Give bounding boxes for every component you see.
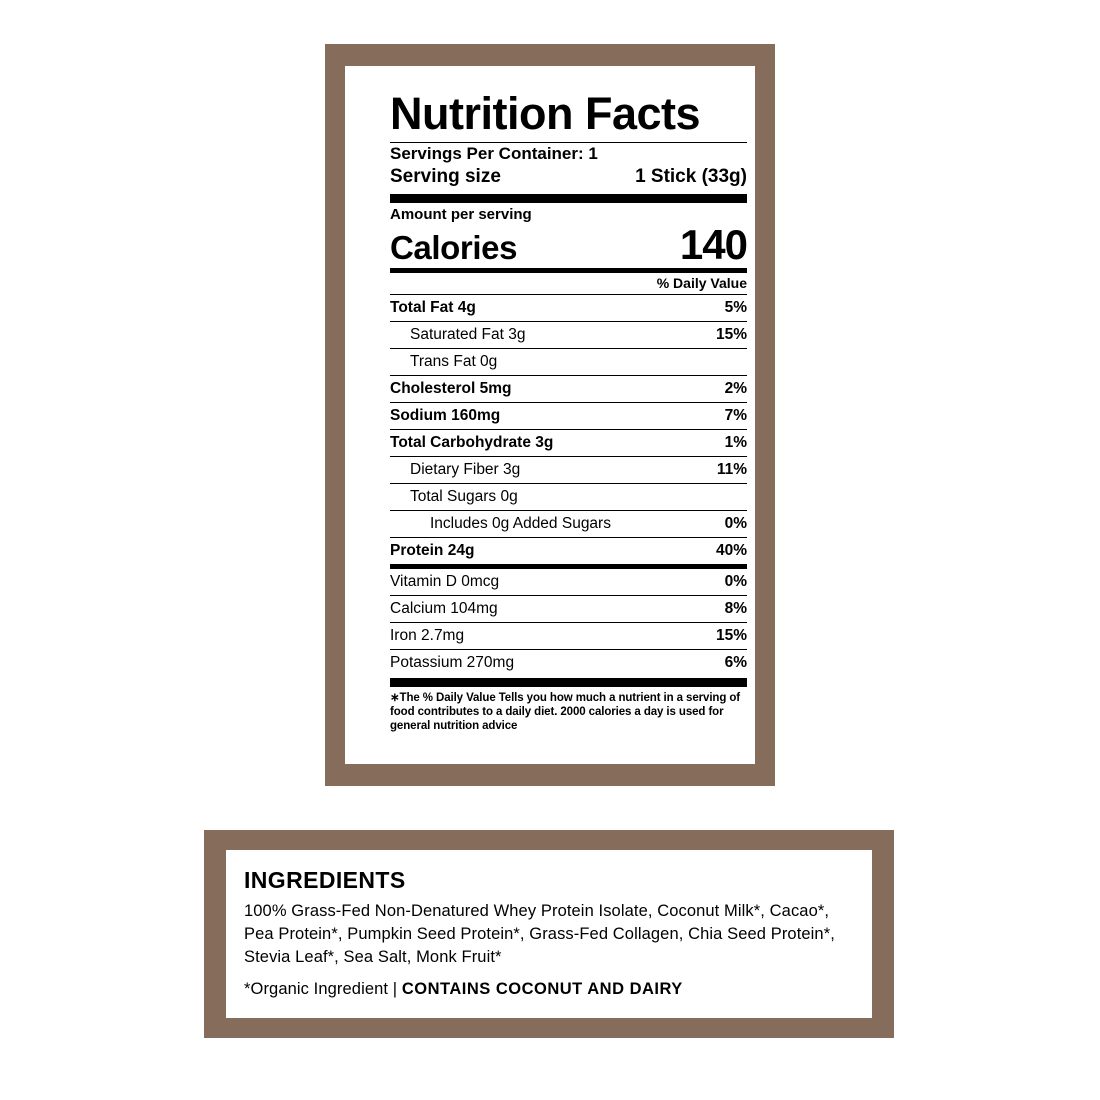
- divider-thick-bottom: [390, 678, 747, 687]
- table-row: [390, 322, 747, 348]
- allergen-note: CONTAINS COCONUT AND DAIRY: [401, 980, 683, 998]
- amount-per-serving-label: Amount per serving: [390, 206, 532, 223]
- table-row: [390, 538, 747, 564]
- nutrient-dv: 11%: [716, 461, 747, 478]
- table-row: [390, 650, 747, 676]
- nutrition-facts-title: Nutrition Facts: [390, 88, 701, 139]
- nutrition-facts-frame: [325, 44, 775, 786]
- organic-note: *Organic Ingredient |: [244, 980, 402, 998]
- nutrient-dv: 1%: [724, 434, 747, 451]
- daily-value-footnote: ∗The % Daily Value Tells you how much a nutrient in a serving of food contributes to a daily diet. 2000 calories a day is used for general nutrition advice: [390, 692, 741, 732]
- table-row: [390, 295, 747, 321]
- nutrient-dv: 5%: [724, 299, 747, 316]
- ingredients-panel: [226, 850, 872, 1018]
- table-row: [390, 376, 747, 402]
- nutrient-label: Dietary Fiber 3g: [410, 461, 521, 478]
- nutrient-label: Iron 2.7mg: [390, 627, 465, 644]
- nutrition-facts-content: [390, 88, 747, 733]
- table-row: [390, 457, 747, 483]
- table-row: [390, 623, 747, 649]
- daily-value-header: % Daily Value: [656, 275, 747, 291]
- table-row: [390, 484, 747, 510]
- nutrient-label: Cholesterol 5mg: [390, 380, 512, 397]
- table-row: [390, 569, 747, 595]
- table-row: [390, 511, 747, 537]
- table-row: [390, 349, 747, 375]
- ingredients-frame: [204, 830, 894, 1038]
- nutrient-label: Trans Fat 0g: [410, 353, 498, 370]
- nutrient-label: Potassium 270mg: [390, 654, 515, 671]
- nutrient-label: Protein 24g: [390, 542, 475, 559]
- ingredients-title: INGREDIENTS: [244, 867, 406, 893]
- nutrient-label: Saturated Fat 3g: [410, 326, 526, 343]
- nutrient-dv: 2%: [724, 380, 747, 397]
- nutrient-label: Vitamin D 0mcg: [390, 573, 500, 590]
- nutrient-dv: 15%: [715, 627, 747, 644]
- table-row: [390, 430, 747, 456]
- nutrient-label: Total Fat 4g: [390, 299, 476, 316]
- ingredients-footer: [244, 978, 854, 1001]
- serving-size-label: Serving size: [390, 166, 501, 187]
- nutrient-label: Total Sugars 0g: [410, 488, 518, 505]
- ingredients-list: 100% Grass-Fed Non-Denatured Whey Protein Isolate, Coconut Milk*, Cacao*, Pea Protein*, Pumpkin Seed Protein*, Grass-Fed Collagen, Chia Seed Protein*, Stevia Leaf*, Sea Salt, Monk Fruit*: [244, 902, 835, 966]
- nutrient-label: Total Carbohydrate 3g: [390, 434, 554, 451]
- nutrient-label: Sodium 160mg: [390, 407, 501, 424]
- nutrient-dv: 6%: [724, 654, 747, 671]
- nutrient-label: Includes 0g Added Sugars: [430, 515, 611, 532]
- calories-label: Calories: [390, 229, 518, 266]
- nutrient-label: Calcium 104mg: [390, 600, 498, 617]
- nutrient-dv: 15%: [715, 326, 747, 343]
- divider-thick-top: [390, 194, 747, 203]
- serving-size-value: 1 Stick (33g): [635, 166, 747, 187]
- servings-per-container: Servings Per Container: 1: [390, 144, 598, 163]
- table-row: [390, 403, 747, 429]
- nutrient-dv: 40%: [715, 542, 747, 559]
- nutrition-facts-panel: [345, 66, 755, 764]
- nutrient-dv: 8%: [724, 600, 747, 617]
- nutrient-dv: 0%: [724, 515, 747, 532]
- calories-value: 140: [679, 221, 747, 268]
- nutrient-dv: 7%: [724, 407, 747, 424]
- serving-size-row: [390, 165, 747, 192]
- calories-row: [390, 221, 747, 268]
- table-row: [390, 596, 747, 622]
- nutrient-dv: 0%: [724, 573, 747, 590]
